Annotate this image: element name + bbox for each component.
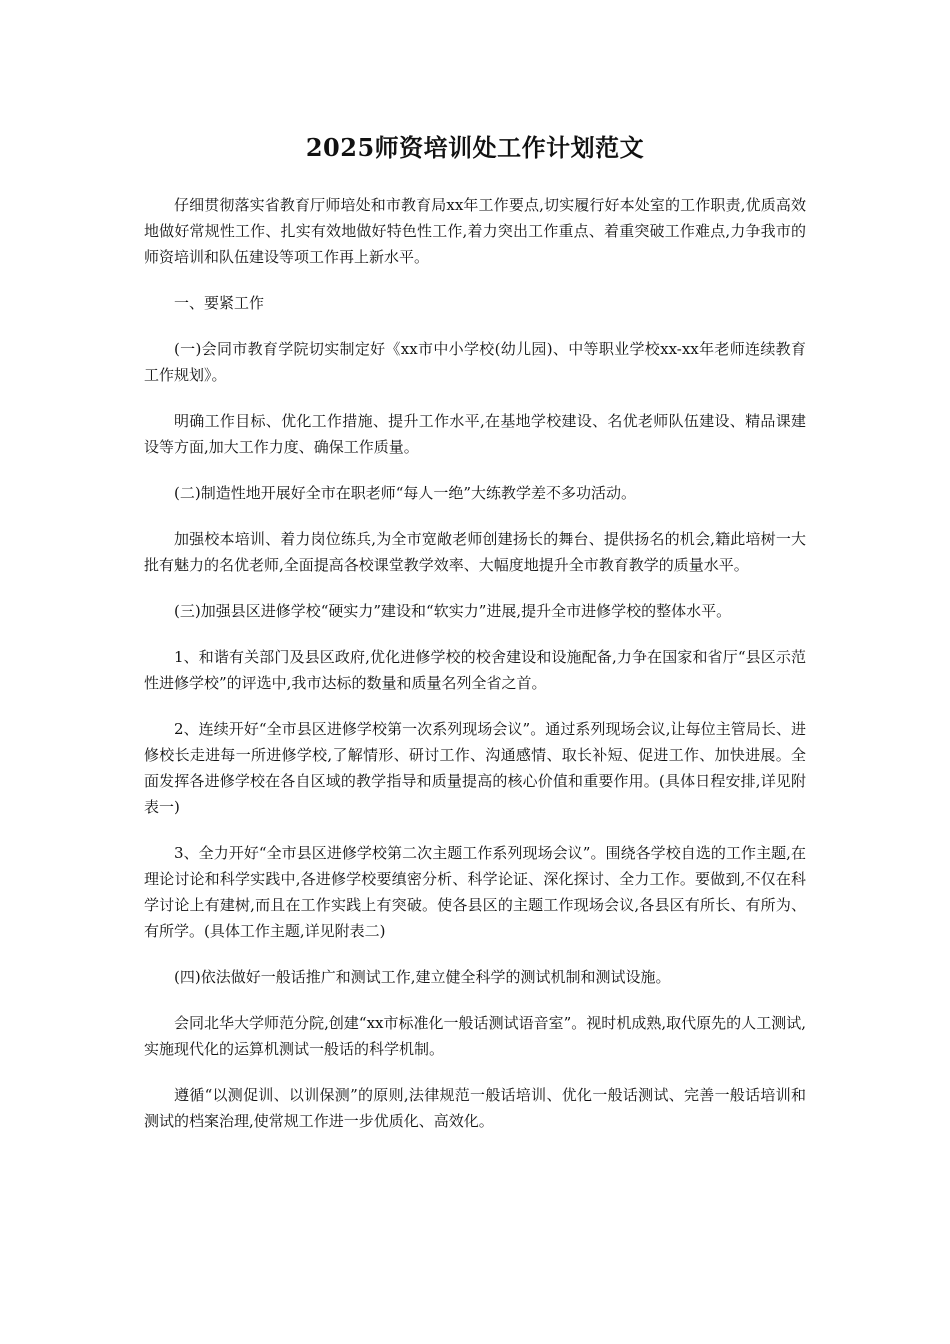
item-4-detail-1: 会同北华大学师范分院,创建“xx市标准化一般话测试语音室”。视时机成熟,取代原先的人工测试,实施现代化的运算机测试一般话的科学机制。 — [144, 1014, 806, 1058]
document-title: 2025师资培训处工作计划范文 — [305, 133, 645, 162]
item-3-point-1: 1、和谐有关部门及县区政府,优化进修学校的校舍建设和设施配备,力争在国家和省厅“县区示范性进修学校”的评选中,我市达标的数量和质量名列全省之首。 — [144, 648, 806, 692]
item-1-detail: 明确工作目标、优化工作措施、提升工作水平,在基地学校建设、名优老师队伍建设、精品课建设等方面,加大工作力度、确保工作质量。 — [144, 412, 806, 456]
item-1-heading: (一)会同市教育学院切实制定好《xx市中小学校(幼儿园)、中等职业学校xx-xx年老师连续教育工作规划》。 — [144, 340, 806, 384]
item-2-heading: (二)制造性地开展好全市在职老师“每人一绝”大练教学差不多功活动。 — [174, 484, 637, 502]
item-3-point-3: 3、全力开好“全市县区进修学校第二次主题工作系列现场会议”。围绕各学校自选的工作主题,在理论讨论和科学实践中,各进修学校要缜密分析、科学论证、深化探讨、全力工作。要做到,不仅在科学讨论上有建树,而且在工作实践上有突破。使各县区的主题工作现场会议,各县区有所长、有所为、有所学。(具体工作主题,详见附表二) — [144, 844, 806, 940]
item-4-heading: (四)依法做好一般话推广和测试工作,建立健全科学的测试机制和测试设施。 — [174, 968, 671, 986]
item-3-point-2: 2、连续开好“全市县区进修学校第一次系列现场会议”。通过系列现场会议,让每位主管局长、进修校长走进每一所进修学校,了解情形、研讨工作、沟通感情、取长补短、促进工作、加快进展。全面发挥各进修学校在各自区域的教学指导和质量提高的核心价值和重要作用。(具体日程安排,详见附表一) — [144, 720, 806, 816]
section-heading-main-work: 一、要紧工作 — [174, 294, 265, 312]
document-body — [144, 192, 806, 1134]
item-3-heading: (三)加强县区进修学校“硬实力”建设和“软实力”进展,提升全市进修学校的整体水平。 — [174, 602, 732, 620]
item-4-detail-2: 遵循“以测促训、以训保测”的原则,法律规范一般话培训、优化一般话测试、完善一般话培训和测试的档案治理,使常规工作进一步优质化、高效化。 — [144, 1086, 806, 1130]
paragraph-intro: 仔细贯彻落实省教育厅师培处和市教育局xx年工作要点,切实履行好本处室的工作职责,优质高效地做好常规性工作、扎实有效地做好特色性工作,着力突出工作重点、着重突破工作难点,力争我市的师资培训和队伍建设等项工作再上新水平。 — [144, 196, 806, 266]
item-2-detail: 加强校本培训、着力岗位练兵,为全市宽敞老师创建扬长的舞台、提供扬名的机会,籍此培树一大批有魅力的名优老师,全面提高各校课堂教学效率、大幅度地提升全市教育教学的质量水平。 — [144, 530, 806, 574]
